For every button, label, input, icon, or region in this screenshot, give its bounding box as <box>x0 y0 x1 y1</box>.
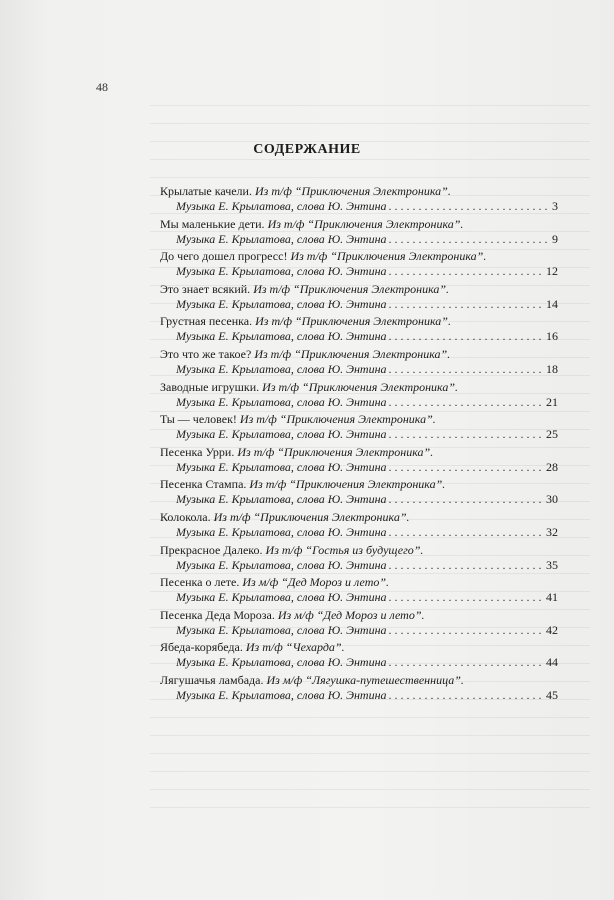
song-credits: Музыка Е. Крылатова, слова Ю. Энтина <box>176 655 387 670</box>
dot-leader <box>389 232 550 247</box>
toc-entry <box>160 380 558 413</box>
toc-entry-credits-line <box>176 362 558 377</box>
song-title: Это знает всякий. <box>160 281 251 296</box>
toc-entry-credits-line <box>176 623 558 638</box>
song-credits: Музыка Е. Крылатова, слова Ю. Энтина <box>176 329 387 344</box>
dot-leader <box>389 655 544 670</box>
toc-entry-credits-line <box>176 264 558 279</box>
toc-entry-credits-line <box>176 590 558 605</box>
dot-leader <box>389 395 544 410</box>
page-ref: 12 <box>546 264 558 279</box>
dot-leader <box>389 199 550 214</box>
song-title: Грустная песенка. <box>160 314 253 329</box>
toc-entry-title-line <box>160 347 558 362</box>
song-title: Ты — человек! <box>160 412 237 427</box>
song-credits: Музыка Е. Крылатова, слова Ю. Энтина <box>176 264 387 279</box>
toc-entry <box>160 640 558 673</box>
toc-entry-title-line <box>160 673 558 688</box>
toc-entry <box>160 282 558 315</box>
song-source: Из т/ф “Приключения Электроника”. <box>262 379 459 394</box>
song-title: Ябеда-корябеда. <box>160 640 243 655</box>
song-source: Из м/ф “Лягушка-путешественница”. <box>266 672 464 687</box>
toc-entry <box>160 608 558 641</box>
song-source: Из т/ф “Приключения Электроника”. <box>255 314 451 329</box>
song-credits: Музыка Е. Крылатова, слова Ю. Энтина <box>176 687 387 702</box>
toc-entry-credits-line <box>176 525 558 540</box>
song-source: Из т/ф “Приключения Электроника”. <box>213 509 410 524</box>
page-ref: 9 <box>552 231 558 246</box>
page-title: СОДЕРЖАНИЕ <box>253 142 361 157</box>
toc-entry <box>160 184 558 217</box>
page-ref: 45 <box>546 687 558 702</box>
toc-entry <box>160 477 558 510</box>
song-title: Заводные игрушки. <box>160 379 260 394</box>
toc-entry <box>160 347 558 380</box>
song-credits: Музыка Е. Крылатова, слова Ю. Энтина <box>176 361 387 376</box>
page-ref: 16 <box>546 329 558 344</box>
dot-leader <box>389 688 544 703</box>
song-credits: Музыка Е. Крылатова, слова Ю. Энтина <box>176 557 387 572</box>
toc-entry-credits-line <box>176 427 558 442</box>
toc-entry-credits-line <box>176 395 558 410</box>
page-ref: 35 <box>546 557 558 572</box>
song-title: Песенка Деда Мороза. <box>160 607 275 622</box>
song-source: Из м/ф “Дед Мороз и лето”. <box>277 607 425 622</box>
toc-entry <box>160 249 558 282</box>
page-ref: 14 <box>546 296 558 311</box>
toc-entry-title-line <box>160 412 558 427</box>
toc-entry-credits-line <box>176 558 558 573</box>
song-credits: Музыка Е. Крылатова, слова Ю. Энтина <box>176 199 387 213</box>
song-credits: Музыка Е. Крылатова, слова Ю. Энтина <box>176 622 387 637</box>
toc-entry-title-line <box>160 575 558 590</box>
dot-leader <box>389 460 544 475</box>
toc-entry-credits-line <box>176 492 558 507</box>
dot-leader <box>389 590 544 605</box>
toc-entry-credits-line <box>176 460 558 475</box>
toc-entry <box>160 412 558 445</box>
song-title: Песенка Урри. <box>160 444 235 459</box>
page-ref: 21 <box>546 394 558 409</box>
toc-entry <box>160 575 558 608</box>
toc-entry-title-line <box>160 640 558 655</box>
song-title: Лягушачья ламбада. <box>160 672 264 687</box>
song-credits: Музыка Е. Крылатова, слова Ю. Энтина <box>176 492 387 507</box>
song-credits: Музыка Е. Крылатова, слова Ю. Энтина <box>176 590 387 605</box>
song-source: Из м/ф “Дед Мороз и лето”. <box>242 575 390 590</box>
dot-leader <box>389 525 544 540</box>
toc-entry <box>160 314 558 347</box>
page-ref: 32 <box>546 524 558 539</box>
toc-entry-title-line <box>160 184 558 199</box>
toc-entry <box>160 543 558 576</box>
toc-entry-credits-line <box>176 329 558 344</box>
page-number: 48 <box>96 80 108 94</box>
toc-entry-credits-line <box>176 232 558 247</box>
song-credits: Музыка Е. Крылатова, слова Ю. Энтина <box>176 296 387 311</box>
song-credits: Музыка Е. Крылатова, слова Ю. Энтина <box>176 394 387 409</box>
song-title: Песенка о лете. <box>160 575 240 590</box>
toc-entry-credits-line <box>176 688 558 703</box>
toc-entry-title-line <box>160 477 558 492</box>
song-source: Из т/ф “Приключения Электроника”. <box>253 281 450 296</box>
toc-entry <box>160 217 558 250</box>
dot-leader <box>389 329 544 344</box>
toc-entry-title-line <box>160 380 558 395</box>
toc-entry-title-line <box>160 217 558 232</box>
toc-entry <box>160 673 558 706</box>
song-source: Из т/ф “Гостья из будущего”. <box>265 542 424 557</box>
song-source: Из т/ф “Приключения Электроника”. <box>254 184 451 198</box>
song-credits: Музыка Е. Крылатова, слова Ю. Энтина <box>176 427 387 442</box>
dot-leader <box>389 264 544 279</box>
toc-entry-title-line <box>160 543 558 558</box>
song-source: Из т/ф “Приключения Электроника”. <box>237 444 434 459</box>
dot-leader <box>389 362 544 377</box>
song-credits: Музыка Е. Крылатова, слова Ю. Энтина <box>176 231 387 246</box>
song-source: Из т/ф “Приключения Электроника”. <box>290 249 487 264</box>
dot-leader <box>389 623 544 638</box>
song-title: Песенка Стампа. <box>160 477 247 492</box>
song-title: Мы маленькие дети. <box>160 216 265 231</box>
toc-entry-title-line <box>160 445 558 460</box>
page-ref: 25 <box>546 427 558 442</box>
song-title: Крылатые качели. <box>160 184 252 198</box>
dot-leader <box>389 427 544 442</box>
toc-entry-title-line <box>160 510 558 525</box>
page-ref: 42 <box>546 622 558 637</box>
toc-entry-credits-line <box>176 297 558 312</box>
toc-entry-title-line <box>160 608 558 623</box>
page-ref: 3 <box>552 199 558 213</box>
song-title: Прекрасное Далеко. <box>160 542 263 557</box>
dot-leader <box>389 558 544 573</box>
page-ref: 44 <box>546 655 558 670</box>
page-ref: 18 <box>546 361 558 376</box>
song-source: Из т/ф “Приключения Электроника”. <box>249 477 446 492</box>
dot-leader <box>389 297 544 312</box>
song-title: До чего дошел прогресс! <box>160 249 288 264</box>
toc-entry-title-line <box>160 249 558 264</box>
song-credits: Музыка Е. Крылатова, слова Ю. Энтина <box>176 524 387 539</box>
page-ref: 28 <box>546 459 558 474</box>
dot-leader <box>389 492 544 507</box>
song-title: Это что же такое? <box>160 346 252 361</box>
toc-entry-credits-line <box>176 655 558 670</box>
toc-entry-title-line <box>160 314 558 329</box>
song-source: Из т/ф “Приключения Электроника”. <box>239 412 436 427</box>
song-title: Колокола. <box>160 509 211 524</box>
toc-entry <box>160 445 558 478</box>
song-credits: Музыка Е. Крылатова, слова Ю. Энтина <box>176 459 387 474</box>
page-ref: 41 <box>546 590 558 605</box>
toc-entry-credits-line <box>176 199 558 214</box>
song-source: Из т/ф “Приключения Электроника”. <box>254 346 451 361</box>
page-ref: 30 <box>546 492 558 507</box>
toc-entry <box>160 510 558 543</box>
song-source: Из т/ф “Чехарда”. <box>245 640 345 655</box>
table-of-contents <box>160 184 558 706</box>
toc-entry-title-line <box>160 282 558 297</box>
song-source: Из т/ф “Приключения Электроника”. <box>267 216 464 231</box>
